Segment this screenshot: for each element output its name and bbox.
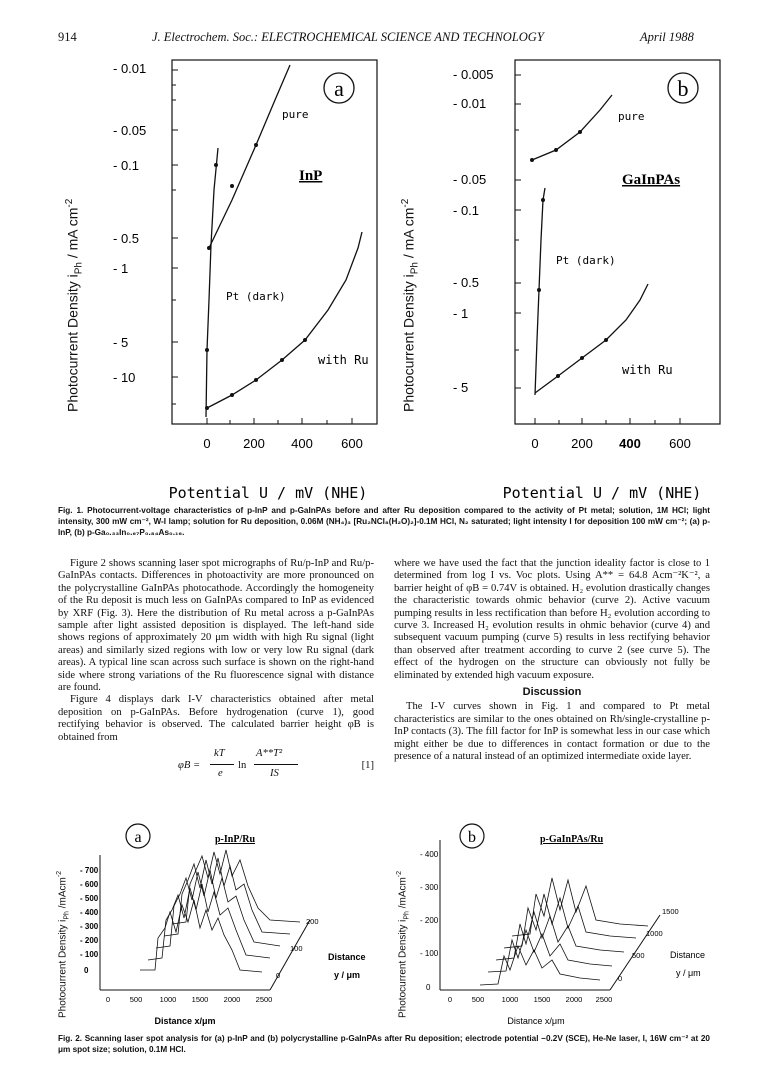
fig1b-ylabel: Photocurrent Density $i_{Ph}$ / mA $cm^{-2}$: [400, 198, 421, 412]
svg-text:1500: 1500: [662, 907, 679, 916]
eq-den1: e: [218, 768, 223, 780]
svg-text:- 0.01: - 0.01: [453, 96, 487, 111]
svg-text:0: 0: [447, 995, 453, 1004]
fig2b-xticklabels: [448, 995, 612, 1004]
svg-text:200: 200: [571, 436, 593, 451]
paragraph: The I-V curves shown in Fig. 1 and compared to Pt metal characteristics are similar to the ones obtained on Rh/single-crystalline p-InP contacts (3). The fill factor for InP is somewhat less in our case which might either be due to differences in contact formation or due to the presence of a natural instead of an optimized intermediate oxide layer.: [394, 701, 710, 763]
svg-text:1000: 1000: [646, 929, 663, 938]
fig1a-ylabel: Photocurrent Density $i_{Ph}$ / mA $cm^{-2}$: [64, 198, 85, 412]
svg-text:- 0.05: - 0.05: [113, 123, 147, 138]
svg-text:- 1: - 1: [453, 306, 469, 321]
svg-text:2500: 2500: [255, 995, 273, 1004]
fig2b-panel-label: b: [468, 829, 476, 846]
eq-den2: IS: [270, 768, 279, 780]
svg-text:- 300: - 300: [80, 922, 99, 931]
fig1a-xlabel: Potential U / mV (NHE): [168, 484, 368, 502]
svg-text:400: 400: [291, 436, 313, 451]
fig2b-xlabel: Distance x/μm: [507, 1016, 565, 1026]
fig2a-xlabel: Distance x/μm: [154, 1016, 216, 1026]
fig2a-ydist-label: Distance: [328, 952, 366, 962]
fig1a-ru-label: with Ru: [318, 353, 369, 367]
svg-text:- 5: - 5: [113, 335, 129, 350]
svg-text:400: 400: [619, 436, 641, 451]
figure-1: [0, 0, 768, 505]
discussion-heading: Discussion: [522, 686, 582, 699]
fig1a-material: InP: [299, 168, 323, 184]
svg-text:- 0.1: - 0.1: [453, 203, 480, 218]
fig1b-material: GaInPAs: [622, 172, 681, 188]
eq-ln: ln: [238, 760, 247, 772]
fig2a-ylabel: Photocurrent Density $i_{Ph}$ /mAcm$^{-2}$: [56, 870, 71, 1018]
text-column-right: [394, 558, 710, 764]
fig1b-xticklabels: [531, 436, 690, 451]
fig2a-xticklabels: [106, 995, 272, 1004]
issue-date: April 1988: [640, 30, 694, 44]
fig2b-ydist-unit: y / μm: [676, 968, 701, 978]
fig2b-scan-lines: [480, 878, 648, 985]
fig1a-xticklabels: [203, 436, 362, 451]
fig1b-curve-pure: [532, 95, 612, 160]
fig1b-xlabel: Potential U / mV (NHE): [502, 484, 702, 502]
figure-2: [0, 760, 768, 1030]
fig2b-ydist-label: Distance: [670, 950, 706, 960]
page-number: 914: [58, 30, 77, 44]
text-column-left: [58, 558, 374, 788]
fig2a-title: p-InP/Ru: [215, 834, 256, 845]
fig2b-ylabel: Photocurrent Density $i_{Ph}$ /mAcm$^{-2}$: [396, 870, 411, 1018]
svg-text:- 0.5: - 0.5: [453, 275, 480, 290]
svg-text:0: 0: [426, 983, 431, 992]
svg-text:0: 0: [105, 995, 111, 1004]
svg-text:- 400: - 400: [80, 908, 99, 917]
svg-text:- 100: - 100: [420, 949, 439, 958]
fig1b-ru-label: with Ru: [622, 363, 673, 377]
svg-text:- 200: - 200: [80, 936, 99, 945]
fig1a-frame: [172, 60, 377, 424]
svg-text:- 0.005: - 0.005: [453, 67, 494, 82]
fig1b-yticklabels: [453, 67, 493, 395]
fig1-plots: [0, 0, 768, 505]
fig1a-ticks: [172, 70, 352, 424]
fig1a-curve-pt: [209, 65, 290, 248]
paragraph: where we have used the fact that the junction ideality factor is close to 1 determined from log I vs. Voc plots. Using A** = 64.8 Acm⁻²K⁻², a barrier height of φB = 0.74V is obtained. H₂ evolution drastically changes the characteristic towards ohmic behavior (curve 2). Active vacuum pumping results in less rectification than before H₂ evolution according to curve 3. Increased H₂ evolution results in ohmic behavior (curve 4) and subsequent vacuum pumping (curve 5) results in less rectifying behavior than observed after treatment according to curve 2 (see curve 5). The effect of the hydrogen on the structure can obviously not fully be eliminated by extended high vacuum exposure.: [394, 558, 710, 681]
fig1-caption: Fig. 1. Photocurrent-voltage characteristics of p-InP and p-GaInPAs before and after Ru deposition compared to the activity of Pt metal; solution, 1M HCl; light intensity, 300 mW cm⁻², W-I lamp; solution for Ru deposition, 0.06M (NH₄)₃ [Ru₂NCl₈(H₂O)₂]-0.1M HCl, N₂ saturated; light intensity I for deposition 100 mW cm⁻²; (a) p-InP, (b) p-Ga₀.₃₃In₀.₆₇P₀.₈₄As₀.₁₆.: [58, 506, 710, 537]
svg-text:1500: 1500: [191, 995, 209, 1004]
fig2a-yticklabels: [276, 917, 319, 980]
svg-text:- 10: - 10: [113, 370, 136, 385]
svg-text:600: 600: [669, 436, 691, 451]
svg-text:100: 100: [290, 944, 303, 953]
svg-text:2500: 2500: [595, 995, 613, 1004]
fig1a-panel-label: a: [334, 76, 344, 101]
svg-text:2000: 2000: [223, 995, 241, 1004]
eq-num2: A**T²: [256, 748, 283, 760]
svg-text:1000: 1000: [159, 995, 177, 1004]
paragraph: Figure 4 displays dark I-V characteristics obtained after metal deposition on p-GaInPAs. Before hydrogenation (curve 1), good rectifying behavior is observed. The calculated barrier height φB is obtained from: [58, 694, 374, 743]
fig2b-yticklabels: [618, 907, 679, 983]
fig1a-pt-label: Pt (dark): [226, 290, 286, 303]
svg-text:500: 500: [471, 995, 485, 1004]
fig2a-scan-lines: [140, 850, 300, 972]
svg-text:- 500: - 500: [80, 894, 99, 903]
svg-text:- 0.01: - 0.01: [113, 61, 147, 76]
fig1b-pt-label: Pt (dark): [556, 254, 616, 267]
svg-text:- 5: - 5: [453, 380, 469, 395]
fig1b-panel-label: b: [677, 76, 689, 101]
svg-text:- 1: - 1: [113, 261, 129, 276]
svg-text:- 0.05: - 0.05: [453, 172, 487, 187]
svg-text:- 100: - 100: [80, 950, 99, 959]
svg-text:200: 200: [243, 436, 265, 451]
svg-text:0: 0: [203, 436, 211, 451]
svg-text:0: 0: [531, 436, 539, 451]
svg-text:1500: 1500: [533, 995, 551, 1004]
fig2a-panel-label: a: [134, 829, 142, 846]
eq-lhs: φB =: [178, 760, 201, 772]
svg-text:- 400: - 400: [420, 850, 439, 859]
journal-title: J. Electrochem. Soc.: ELECTROCHEMICAL SCIENCE AND TECHNOLOGY: [152, 30, 544, 44]
eq-num1: kT: [214, 748, 225, 760]
svg-text:- 0.1: - 0.1: [113, 158, 140, 173]
svg-text:500: 500: [129, 995, 143, 1004]
fig2-caption: Fig. 2. Scanning laser spot analysis for (a) p-InP and (b) polycrystalline p-GaInPAs after Ru deposition; electrode potential −0.2V (SCE), He-Ne laser, I, 16W cm⁻² at 20 μm spot size; solution, 0.1M HCl.: [58, 1034, 710, 1054]
fig2b-title: p-GaInPAs/Ru: [540, 834, 604, 845]
svg-text:- 700: - 700: [80, 866, 99, 875]
paragraph: Figure 2 shows scanning laser spot micrographs of Ru/p-InP and Ru/p-GaInPAs contacts. Differences in photoactivity are more pronounced on the polycrystalline GaInPAs photocathode. Accordingly the homogeneity of the Ru deposit is much less on GaInPAs compared to InP as evidenced by XRF (Fig. 3). Here the distribution of Ru metal across a p-GaInPAs sample after light assisted deposition is displayed. The left-hand side shows regions of approximately 20 μm width with high Ru signal (light areas) and similarly sized regions with low or very low Ru signal (dark areas). A typical line scan across such surface is shown on the right-hand side where strong variations of the Ru fluorescence signal with distance are found.: [58, 558, 374, 694]
fig2a-zticklabels: [80, 866, 99, 975]
svg-text:- 0.5: - 0.5: [113, 231, 140, 246]
svg-text:0: 0: [84, 966, 89, 975]
fig1a-yticklabels: [113, 61, 146, 385]
svg-text:500: 500: [632, 951, 645, 960]
fig2b-zticklabels: [420, 850, 439, 992]
eq-number: [1]: [361, 760, 374, 772]
fig1a-pure-label: pure: [282, 108, 309, 121]
svg-text:200: 200: [306, 917, 319, 926]
svg-text:- 600: - 600: [80, 880, 99, 889]
svg-text:- 200: - 200: [420, 916, 439, 925]
fig1a-markers: [205, 143, 307, 410]
fig1a-curve-ru: [207, 232, 362, 408]
svg-text:1000: 1000: [501, 995, 519, 1004]
fig1b-pure-label: pure: [618, 110, 645, 123]
fig2a-axes: [100, 855, 310, 990]
fig2a-ydist-unit: y / μm: [334, 970, 361, 980]
svg-text:0: 0: [618, 974, 623, 983]
fig1a-curve-pure: [206, 148, 218, 417]
svg-text:- 300: - 300: [420, 883, 439, 892]
svg-text:2000: 2000: [565, 995, 583, 1004]
svg-text:600: 600: [341, 436, 363, 451]
fig2-plots: [0, 760, 768, 1030]
svg-text:0: 0: [276, 971, 281, 980]
